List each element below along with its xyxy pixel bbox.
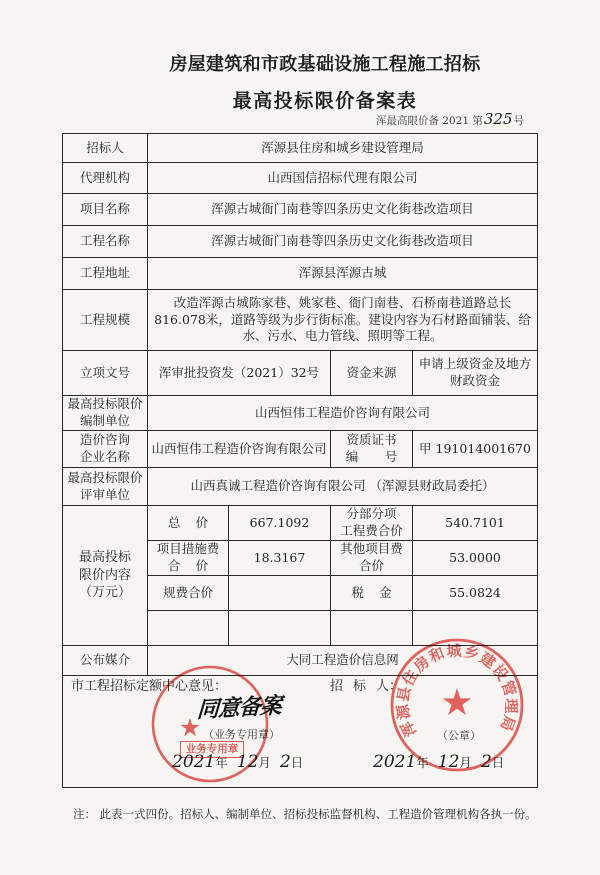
works-scale-label: 工程规模 [63, 290, 148, 351]
itemized-cost-label-line1: 分部分项 [346, 506, 397, 522]
media-label: 公布媒介 [63, 646, 148, 676]
tenderer-seal-note: （公章） [437, 729, 481, 742]
record-number-line [376, 110, 524, 128]
itemized-cost-value: 540.7101 [413, 506, 538, 541]
tenderer-seal-star-icon [443, 688, 472, 715]
center-date [172, 752, 303, 772]
row-project-name [63, 194, 538, 226]
reviewer-label [63, 468, 148, 506]
reviewer-label-line2: 评审单位 [79, 486, 130, 502]
record-prefix: 浑最高限价备 2021 第 [375, 115, 483, 127]
tax-label: 税 金 [331, 576, 413, 611]
project-name-label: 项目名称 [63, 194, 148, 226]
center-date-year-unit: 年 [215, 755, 228, 770]
works-name-value: 浑源古城衙门南巷等四条历史文化街巷改造项目 [148, 226, 538, 258]
consultant-label-line1: 造价咨询 [79, 432, 130, 448]
row-compiler [63, 396, 538, 431]
other-cost-value: 53.0000 [413, 541, 538, 576]
certificate-label [331, 431, 413, 468]
other-cost-label [331, 541, 413, 576]
itemized-cost-label-line2: 工程费合价 [340, 523, 403, 538]
record-suffix: 号 [513, 115, 524, 127]
row-works-name [63, 226, 538, 258]
consultant-label [63, 431, 148, 468]
price-content-label-line1: 最高投标 [78, 550, 131, 566]
agency-value: 山西国信招标代理有限公司 [148, 163, 538, 194]
certificate-label-line1: 资质证书 [346, 432, 397, 448]
tenderer-signature-heading: 招 标 人： [330, 679, 402, 694]
row-consultant [63, 431, 538, 468]
footer-note: 注： 此表一式四份。招标人、编制单位、招标投标监督机构、工程造价管理机构各执一份。 [73, 807, 537, 821]
total-price-value: 667.1092 [229, 506, 331, 541]
tenderer-date-month: 12 [437, 752, 460, 772]
business-seal-label: 业务专用章 [180, 741, 244, 758]
fees-value [229, 576, 331, 611]
certificate-value: 甲 191014001670 [413, 431, 538, 468]
consultant-label-line2: 企业名称 [79, 449, 130, 464]
row-reviewer [63, 468, 538, 506]
form-title-line1: 房屋建筑和市政基础设施工程施工招标 [169, 54, 481, 75]
certificate-label-line2: 编 号 [345, 449, 398, 464]
approval-no-value: 浑审批投资发（2021）32号 [148, 351, 331, 396]
measures-cost-label-line1: 项目措施费 [156, 541, 220, 557]
compiler-label-line2: 编制单位 [79, 413, 130, 428]
agency-label: 代理机构 [63, 163, 148, 194]
center-opinion-heading: 市工程招标定额中心意见： [71, 679, 228, 694]
reviewer-value: 山西真诚工程造价咨询有限公司 （浑源县财政局委托） [148, 468, 538, 506]
row-tenderer [63, 134, 538, 163]
row-works-address [63, 258, 538, 290]
tenderer-date-day-unit: 日 [491, 755, 505, 770]
itemized-cost-label [331, 506, 413, 541]
works-scale-value: 改造浑源古城陈家巷、姚家巷、衙门南巷、石桥南巷道路总长816.078米，道路等级为步行街标准。建设内容为石材路面铺装、给水、污水、电力管线、照明等工程。 [148, 290, 538, 351]
price-blank-cell [148, 611, 229, 646]
compiler-label [63, 396, 148, 431]
works-address-value: 浑源县浑源古城 [148, 258, 538, 290]
tenderer-date-month-unit: 月 [459, 755, 472, 770]
approval-no-label: 立项文号 [63, 351, 148, 396]
tenderer-date-year: 2021 [373, 752, 417, 772]
handwritten-opinion: 同意备案 [196, 692, 282, 724]
center-date-day: 2 [279, 752, 291, 772]
tenderer-date [373, 752, 504, 772]
measures-cost-label [148, 541, 229, 576]
center-date-year: 2021 [172, 752, 216, 772]
tenderer-date-day: 2 [480, 752, 492, 772]
center-seal-note: （业务专用章） [203, 728, 280, 741]
measures-cost-value: 18.3167 [229, 541, 331, 576]
fund-source-value-line1: 申请上级资金及地方 [418, 356, 532, 372]
compiler-value: 山西恒伟工程造价咨询有限公司 [148, 396, 538, 431]
other-cost-label-line2: 合价 [358, 558, 384, 573]
row-price-1 [63, 506, 538, 541]
row-approval [63, 351, 538, 396]
center-date-day-unit: 日 [290, 755, 304, 770]
price-content-label-line2: 限价内容 [78, 567, 131, 583]
reviewer-label-line1: 最高投标限价 [67, 469, 143, 485]
tenderer-seal-text-path: 浑源县住房和城乡建设管理局 [393, 641, 521, 740]
center-date-month-unit: 月 [258, 755, 271, 770]
total-price-label: 总 价 [148, 506, 229, 541]
works-name-label: 工程名称 [63, 226, 148, 258]
form-title-line2: 最高投标限价备案表 [232, 90, 418, 112]
media-value: 大同工程造价信息网 [148, 646, 538, 676]
tax-value: 55.0824 [413, 576, 538, 611]
tenderer-label: 招标人 [63, 134, 148, 163]
tenderer-date-year-unit: 年 [416, 755, 429, 770]
fees-label: 规费合价 [148, 576, 229, 611]
price-content-label [63, 506, 148, 646]
fund-source-value [413, 351, 538, 396]
consultant-value: 山西恒伟工程造价咨询有限公司 [148, 431, 331, 468]
row-agency [63, 163, 538, 194]
other-cost-label-line1: 其他项目费 [340, 541, 403, 557]
record-number-handwritten: 325 [483, 110, 513, 128]
project-name-value: 浑源古城衙门南巷等四条历史文化街巷改造项目 [148, 194, 538, 226]
fund-source-label: 资金来源 [331, 351, 413, 396]
center-date-month: 12 [236, 752, 259, 772]
compiler-label-line1: 最高投标限价 [67, 396, 143, 412]
row-works-scale [63, 290, 538, 351]
price-content-label-line3: （万元） [78, 585, 131, 601]
price-blank-cell [229, 611, 331, 646]
works-address-label: 工程地址 [63, 258, 148, 290]
measures-cost-label-line2: 合 价 [167, 558, 209, 573]
fund-source-value-line2: 财政资金 [450, 373, 501, 388]
tenderer-value: 浑源县住房和城乡建设管理局 [148, 134, 538, 163]
